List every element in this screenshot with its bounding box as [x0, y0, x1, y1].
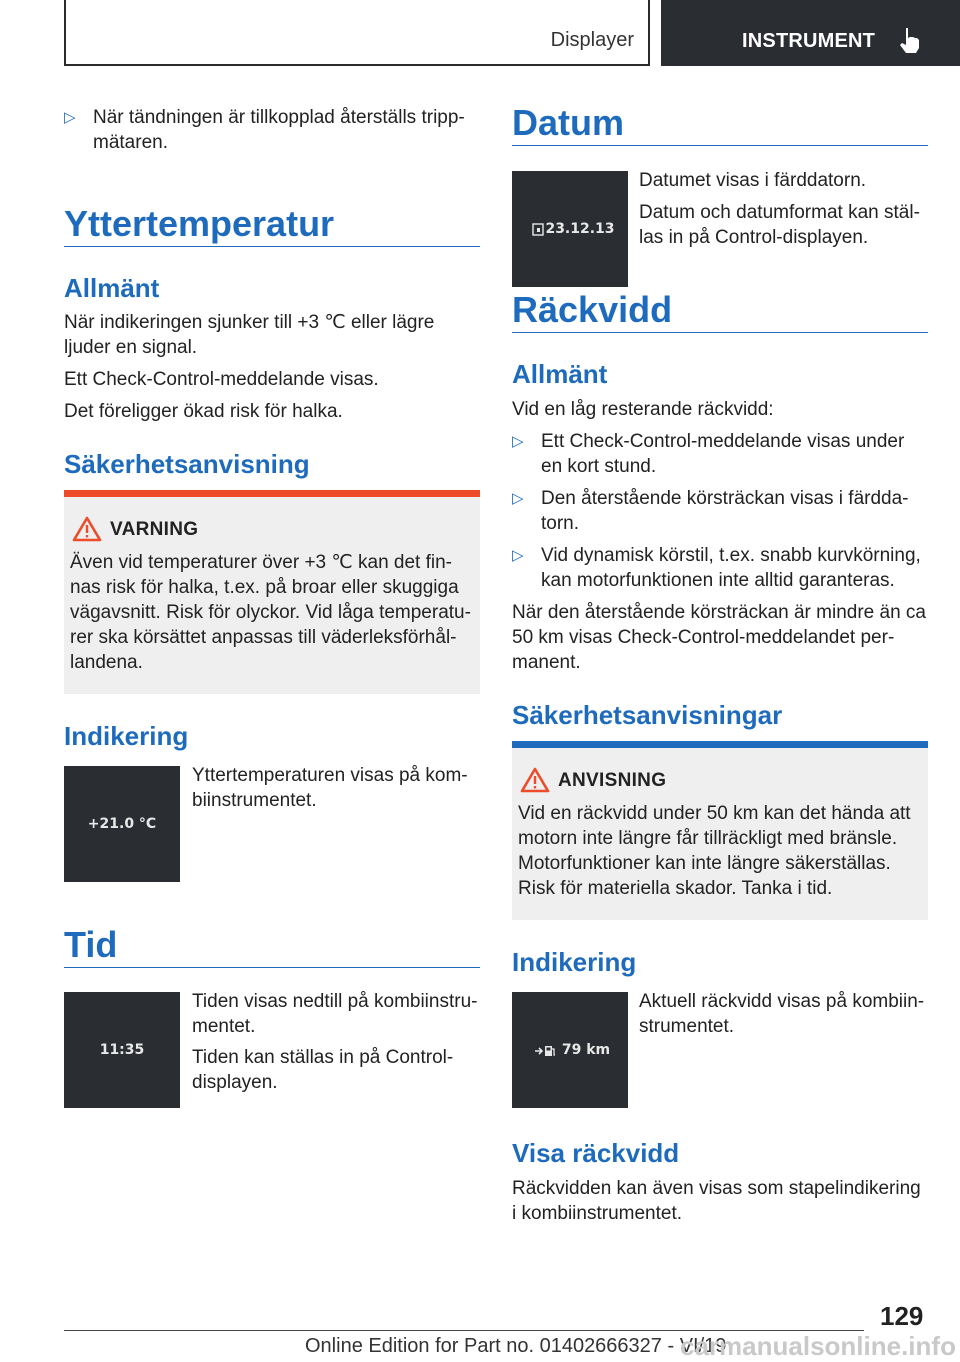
time-title: Tid	[64, 924, 118, 965]
triangle-bullet-icon: ▷	[64, 109, 76, 126]
outside-temp-general-p2: Ett Check-Control-meddelande visas.	[64, 369, 379, 390]
range-general-p: När den återstående körsträckan är mindre än ca 50 km visas Check-Control-meddelandet per-manent.	[512, 602, 926, 673]
time-display	[64, 992, 180, 1108]
outside-temp-display	[64, 766, 180, 882]
notice-title: ANVISNING	[558, 770, 667, 791]
notice-body: Vid en räckvidd under 50 km kan det hända att motorn inte längre får tillräckligt med bränsle. Motorfunktioner kan inte längre säkerställas. Risk för materiella skador. Tanka i tid.	[518, 803, 911, 899]
range-rule	[512, 332, 928, 333]
triangle-bullet-icon: ▷	[512, 433, 524, 450]
outside-temp-rule	[64, 246, 480, 247]
range-general-heading: Allmänt	[512, 359, 608, 389]
header-chapter-label: INSTRUMENT	[742, 30, 876, 52]
outside-temp-general-p1: När indikeringen sjunker till +3 ℃ eller lägre ljuder en signal.	[64, 312, 435, 358]
range-general-intro: Vid en låg resterande räckvidd:	[512, 399, 774, 420]
range-bullet-3-text: Vid dynamisk körstil, t.ex. snabb kurvkörning, kan motorfunktionen inte alltid garanteras.	[541, 545, 921, 591]
outside-temp-safety-heading: Säkerhetsanvisning	[64, 449, 310, 479]
outside-temp-display-heading: Indikering	[64, 721, 189, 751]
warning-body: Även vid temperaturer över +3 ℃ kan det fin-nas risk för halka, t.ex. på broar eller skuggiga vägavsnitt. Risk för olyckor. Vid låga temperatu-rer ska körsättet anpassas till väderleksförhål-landena.	[70, 552, 471, 673]
warning-bar	[64, 490, 480, 497]
range-title: Räckvidd	[512, 289, 673, 330]
date-display-value: 23.12.13	[545, 221, 615, 237]
intro-bullet-text: När tändningen är tillkopplad återställs tripp-mätaren.	[93, 107, 465, 153]
range-safety-heading: Säkerhetsanvisningar	[512, 700, 783, 730]
triangle-bullet-icon: ▷	[512, 490, 524, 507]
range-display	[512, 992, 628, 1108]
date-rule	[512, 145, 928, 146]
outside-temp-display-text: Yttertemperaturen visas på kom-biinstrumentet.	[192, 765, 468, 811]
warning-triangle-icon	[520, 767, 550, 793]
date-p1: Datumet visas i färddatorn.	[639, 170, 867, 191]
notice-bar	[512, 741, 928, 748]
range-bullet-2-text: Den återstående körsträckan visas i färdda-torn.	[541, 488, 909, 534]
time-p1: Tiden visas nedtill på kombiinstru-mentet.	[192, 991, 478, 1037]
range-display-value: 79 km	[561, 1042, 611, 1058]
date-title: Datum	[512, 102, 625, 143]
range-display-text: Aktuell räckvidd visas på kombiin-strumentet.	[639, 991, 925, 1037]
warning-title: VARNING	[110, 519, 199, 540]
date-p2: Datum och datumformat kan stäl-las in på Control-displayen.	[639, 202, 920, 248]
page-number: 129	[880, 1301, 924, 1331]
warning-box	[64, 490, 480, 694]
header-section-label: Displayer	[550, 29, 634, 51]
range-display-heading: Indikering	[512, 947, 637, 977]
warning-triangle-icon	[72, 516, 102, 542]
time-rule	[64, 967, 480, 968]
outside-temp-general-p3: Det föreligger ökad risk för halka.	[64, 401, 343, 422]
footer-watermark: carmanualsonline.info	[680, 1331, 956, 1361]
notice-box	[512, 741, 928, 920]
time-p2: Tiden kan ställas in på Control-displayen.	[192, 1047, 454, 1093]
time-display-value: 11:35	[99, 1042, 145, 1058]
date-display	[512, 171, 628, 287]
range-bullet-1-text: Ett Check-Control-meddelande visas under en kort stund.	[541, 431, 905, 477]
range-show-heading: Visa räckvidd	[512, 1138, 680, 1168]
outside-temp-general-heading: Allmänt	[64, 273, 160, 303]
outside-temp-title: Yttertemperatur	[64, 203, 335, 244]
footer-edition: Online Edition for Part no. 01402666327 - VI/19	[305, 1335, 727, 1357]
hand-pointer-icon	[895, 26, 921, 54]
header-chapter-tab	[661, 0, 960, 66]
triangle-bullet-icon: ▷	[512, 547, 524, 564]
header-section-tab	[64, 0, 650, 66]
range-show-text: Räckvidden kan även visas som stapelindikering i kombiinstrumentet.	[512, 1178, 921, 1224]
outside-temp-display-value: +21.0 °C	[87, 816, 157, 832]
